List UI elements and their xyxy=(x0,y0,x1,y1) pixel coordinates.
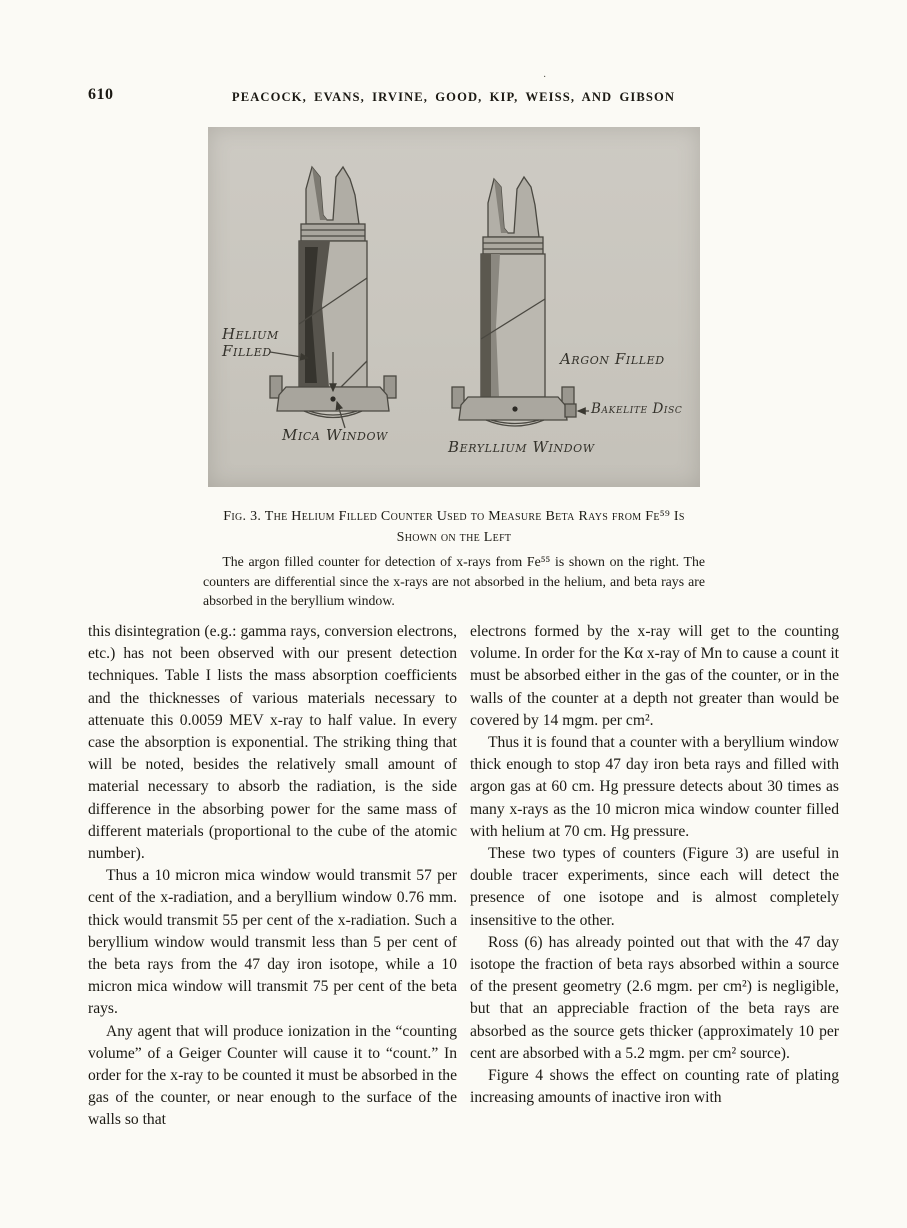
page-number: 610 xyxy=(88,86,114,103)
argon-filled-label: Argon Filled xyxy=(560,350,665,368)
paragraph: Figure 4 shows the effect on counting rate of plating increasing amounts of inactive iron with xyxy=(470,1067,839,1107)
scan-artifact-dot: · xyxy=(543,72,547,83)
paragraph: These two types of counters (Figure 3) are useful in double tracer experiments, since each will detect the presence of one isotope and is almost completely insensitive to the other. xyxy=(470,845,839,929)
bakelite-disc-label: Bakelite Disc xyxy=(591,401,683,417)
figure-canvas xyxy=(208,127,700,487)
left-column xyxy=(88,621,457,1132)
helium-label-line2: Filled xyxy=(222,341,272,360)
caption-text: The argon filled counter for detection of x-rays from Fe⁵⁵ is shown on the right. The counters are differential since the x-rays are not absorbed in the helium, and beta rays are absorbed in the beryllium window. xyxy=(203,554,705,609)
beryllium-window-label: Beryllium Window xyxy=(448,438,595,456)
figure-caption xyxy=(203,506,705,611)
mica-window-label: Mica Window xyxy=(282,426,388,444)
right-column xyxy=(470,621,839,1109)
paragraph: this disintegration (e.g.: gamma rays, conversion electrons, etc.) has not been observed with our present detection techniques. Table I lists the mass absorption coefficients and the thicknesses of various materials necessary to attenuate this 0.0059 MEV x-ray to half value. In every case the absorption is exponential. The striking thing that will be noted, besides the relatively small amount of material necessary to absorb the radiation, is the side difference in the absorbing power for the same mass of different materials (proportional to the cube of the atomic number). xyxy=(88,623,457,863)
paragraph: electrons formed by the x-ray will get to the counting volume. In order for the Kα x-ray of Mn to cause a count it must be absorbed either in the gas of the counter, or in the walls of the counter at a depth not greater than would be covered by 14 mgm. per cm². xyxy=(470,623,839,729)
paragraph: Thus a 10 micron mica window would transmit 57 per cent of the x-radiation, and a beryllium window 0.76 mm. thick would transmit 55 per cent of the x-radiation. Such a beryllium window would transmit less than 5 per cent of the beta rays from the 47 day iron isotope, while a 10 micron mica window will transmit 75 per cent of the beta rays. xyxy=(88,867,457,1018)
paragraph: Thus it is found that a counter with a beryllium window thick enough to stop 47 day iron beta rays and filled with argon gas at 60 cm. Hg pressure detects about 30 times as many x-rays as the 10 micron mica window counter filled with helium at 70 cm. Hg pressure. xyxy=(470,734,839,840)
paragraph: Ross (6) has already pointed out that with the 47 day isotope the fraction of beta rays absorbed within a source of the present geometry (2.6 mgm. per cm²) is negligible, but that an appreciable fraction of the beta rays are absorbed as the source gets thicker (approximately 10 per cent are absorbed with a 5.2 mgm. per cm² source). xyxy=(470,933,839,1062)
helium-label-line1: Helium xyxy=(222,325,279,343)
running-head: PEACOCK, EVANS, IRVINE, GOOD, KIP, WEISS, AND GIBSON xyxy=(231,90,676,104)
paragraph: Any agent that will produce ionization in the “counting volume” of a Geiger Counter will cause it to “count.” In order for the x-ray to be counted it must be absorbed in the gas of the counter, or near enough to the surface of the walls so that xyxy=(88,1022,457,1129)
helium-filled-label xyxy=(222,326,279,359)
caption-title: Fig. 3. The Helium Filled Counter Used to Measure Beta Rays from Fe⁵⁹ Is Shown on the Left xyxy=(223,509,685,545)
